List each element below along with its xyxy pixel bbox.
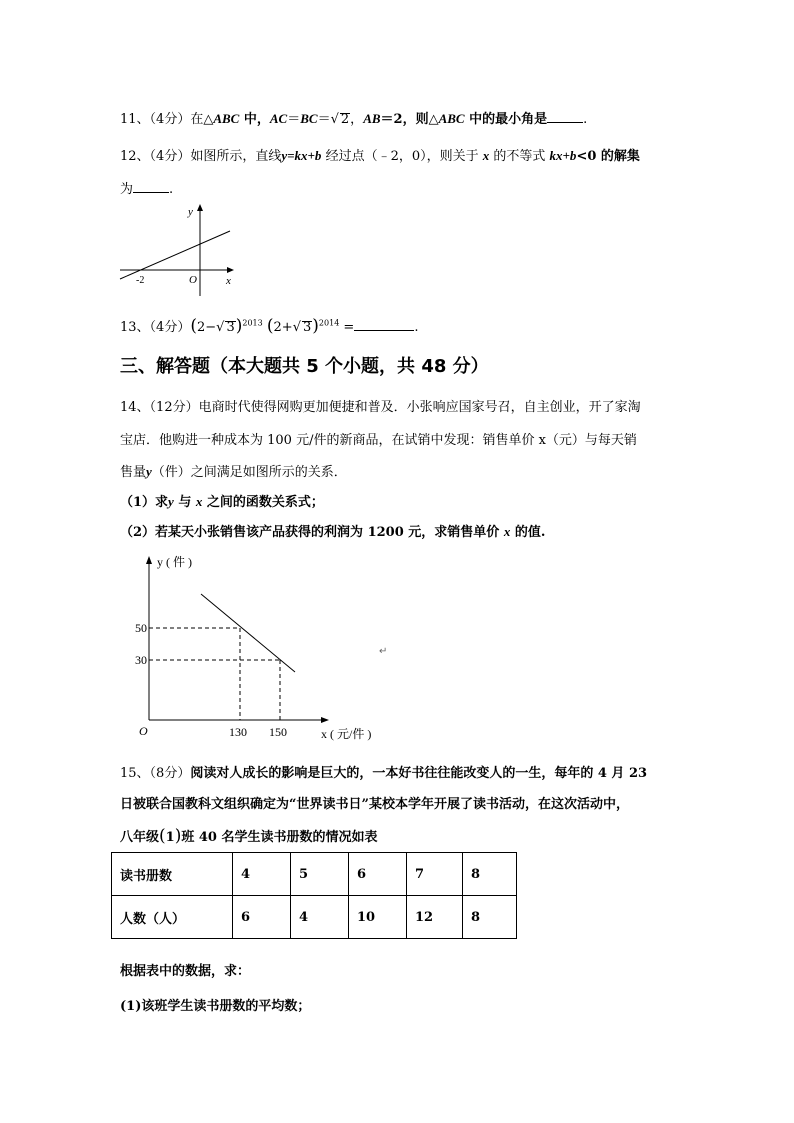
q11-sqrt-value: 2	[340, 112, 350, 127]
q12-text: 的不等式	[489, 149, 550, 164]
q14-number: 14、（12分）	[120, 400, 199, 415]
q12-period: .	[169, 182, 174, 197]
table-cell: 6	[233, 896, 291, 939]
graph-line	[120, 231, 230, 279]
table-cell: 4	[291, 896, 349, 939]
q15-class-number: 1	[165, 830, 175, 845]
q13-root: 3	[303, 320, 312, 335]
q13-op: −	[205, 320, 217, 335]
table-cell: 10	[349, 896, 407, 939]
q12-text: 如图所示，直线	[190, 149, 282, 164]
q11-text: ＝2，则△	[380, 112, 439, 127]
q14-text: （件）之间满足如图所示的关系．	[151, 465, 347, 480]
q14-sub-text: 的值.	[510, 525, 546, 540]
q14-var: x	[503, 524, 511, 539]
paren: )	[235, 316, 243, 336]
table-cell: 5	[291, 853, 349, 896]
paren: (	[159, 826, 166, 846]
q15-text: 根据表中的数据，求：	[120, 964, 251, 979]
q12-var: x	[482, 148, 490, 163]
q15-sub1	[120, 995, 310, 1014]
q13-number: 13、（4分）	[120, 320, 191, 335]
q13-period: .	[414, 320, 419, 335]
q14-text: 宝店．他购进一种成本为 100 元/件的新商品，在试销中发现：销售单价 x（元）与每天销	[120, 433, 637, 448]
reading-table	[111, 852, 517, 939]
sqrt-sign: √	[330, 112, 339, 127]
paren: )	[312, 316, 319, 336]
x-tick-130: 130	[229, 725, 247, 739]
q15-text: 日被联合国教科文组织确定为“世界读书日”某校本学年开展了读书活动，在这次活动中，	[120, 797, 629, 812]
q14-var: y	[168, 494, 174, 509]
point-label: -2	[136, 275, 145, 286]
q11-text: 中的最小角是	[464, 112, 548, 127]
q13-exponent: 2013	[242, 318, 263, 328]
x-tick-150: 150	[269, 725, 287, 739]
q12-number: 12、（4分）	[120, 149, 191, 164]
y-axis-label: y ( 件 )	[157, 555, 192, 569]
q11-period: .	[583, 112, 588, 127]
q12-text: <0 的解集	[576, 149, 640, 164]
x-axis-arrow	[321, 717, 329, 723]
q11-line	[120, 108, 587, 127]
q13-line	[120, 316, 418, 336]
q11-eq: ＝	[287, 112, 301, 127]
x-axis-label: x ( 元/件 )	[321, 727, 372, 741]
table-cell: 4	[233, 853, 291, 896]
table-cell: 人数（人）	[112, 896, 233, 939]
q14-var: y	[146, 464, 152, 479]
q14-sub-text: （2）若某天小张销售该产品获得的利润为 1200 元，求销售单价	[120, 525, 504, 540]
q15-number: 15、（8分）	[120, 766, 191, 781]
q14-var: x	[195, 494, 203, 509]
q14-sub2	[120, 521, 545, 540]
q13-equals: =	[343, 320, 355, 335]
answer-blank	[354, 318, 414, 331]
x-axis-arrow	[227, 267, 234, 273]
q15-text: 班 40 名学生读书册数的情况如表	[181, 830, 378, 845]
q12-inequality: kx+b	[549, 148, 577, 163]
q14-sub1	[120, 491, 324, 510]
q12-line1	[120, 145, 640, 164]
y-tick-30: 30	[135, 653, 147, 667]
table-cell: 6	[349, 853, 407, 896]
y-tick-50: 50	[135, 621, 147, 635]
q13-root: 3	[226, 320, 235, 335]
q11-triangle: ABC	[213, 111, 240, 126]
q11-triangle: ABC	[438, 111, 465, 126]
table-row	[112, 853, 517, 896]
paragraph-mark: ↵	[379, 646, 388, 657]
table-cell: 7	[407, 853, 463, 896]
q11-text: 中，	[239, 112, 270, 127]
q12-text: 经过点（﹣2，0），则关于	[321, 149, 483, 164]
q15-line3	[120, 826, 378, 846]
q11-ac: AC	[269, 111, 288, 126]
y-label: y	[188, 206, 193, 218]
paren: (	[266, 316, 274, 336]
q14-sub-text: 与	[173, 495, 196, 510]
q11-bc: BC	[300, 111, 318, 126]
table-row	[112, 896, 517, 939]
q14-graph	[135, 550, 395, 745]
paren: (	[190, 316, 197, 336]
q13-op: +	[281, 320, 293, 335]
q15-sub-text: (1)该班学生读书册数的平均数；	[120, 999, 311, 1014]
paren: )	[174, 826, 182, 846]
sqrt-sign: √	[292, 320, 301, 335]
y-axis-arrow	[197, 204, 203, 211]
q14-sub-text: （1）求	[120, 495, 169, 510]
q11-ab: AB	[363, 111, 381, 126]
q14-text: 售量	[120, 465, 147, 480]
q15-after-table	[120, 960, 250, 979]
q12-graph	[112, 200, 242, 300]
x-label: x	[226, 275, 231, 287]
q14-line1	[120, 396, 641, 415]
q11-number: 11、（4分）	[120, 112, 191, 127]
q15-text: 阅读对人成长的影响是巨大的，一本好书往往能改变人的一生，每年的 4 月 23	[190, 766, 648, 781]
q13-exponent: 2014	[318, 318, 340, 328]
q14-sub-text: 之间的函数关系式；	[202, 495, 324, 510]
q11-text: 在△	[190, 112, 214, 127]
table-cell: 8	[463, 896, 517, 939]
origin-label: O	[189, 274, 197, 286]
y-axis-arrow	[146, 556, 152, 564]
q11-text: ，	[350, 112, 364, 127]
table-cell: 8	[463, 853, 517, 896]
q13-term: 2	[273, 320, 282, 335]
q12-text: 为	[120, 182, 134, 197]
q15-line1	[120, 762, 647, 781]
section-title: 三、解答题（本大题共 5 个小题，共 48 分）	[120, 356, 489, 377]
q12-line2	[120, 178, 173, 197]
q14-line2	[120, 429, 637, 448]
answer-blank	[547, 110, 583, 123]
table-cell: 读书册数	[112, 853, 233, 896]
answer-blank	[133, 180, 169, 193]
q13-term: 2	[196, 320, 206, 335]
q14-text: 电商时代使得网购更加便捷和普及．小张响应国家号召，自主创业，开了家淘	[198, 400, 641, 415]
table-cell: 12	[407, 896, 463, 939]
q12-function: y=kx+b	[281, 148, 322, 163]
sqrt-sign: √	[216, 320, 225, 335]
origin-label: O	[139, 724, 148, 738]
q15-line2	[120, 793, 629, 812]
q11-eq: ＝	[317, 112, 331, 127]
q14-line3	[120, 461, 347, 480]
q15-text: 八年级	[120, 830, 160, 845]
